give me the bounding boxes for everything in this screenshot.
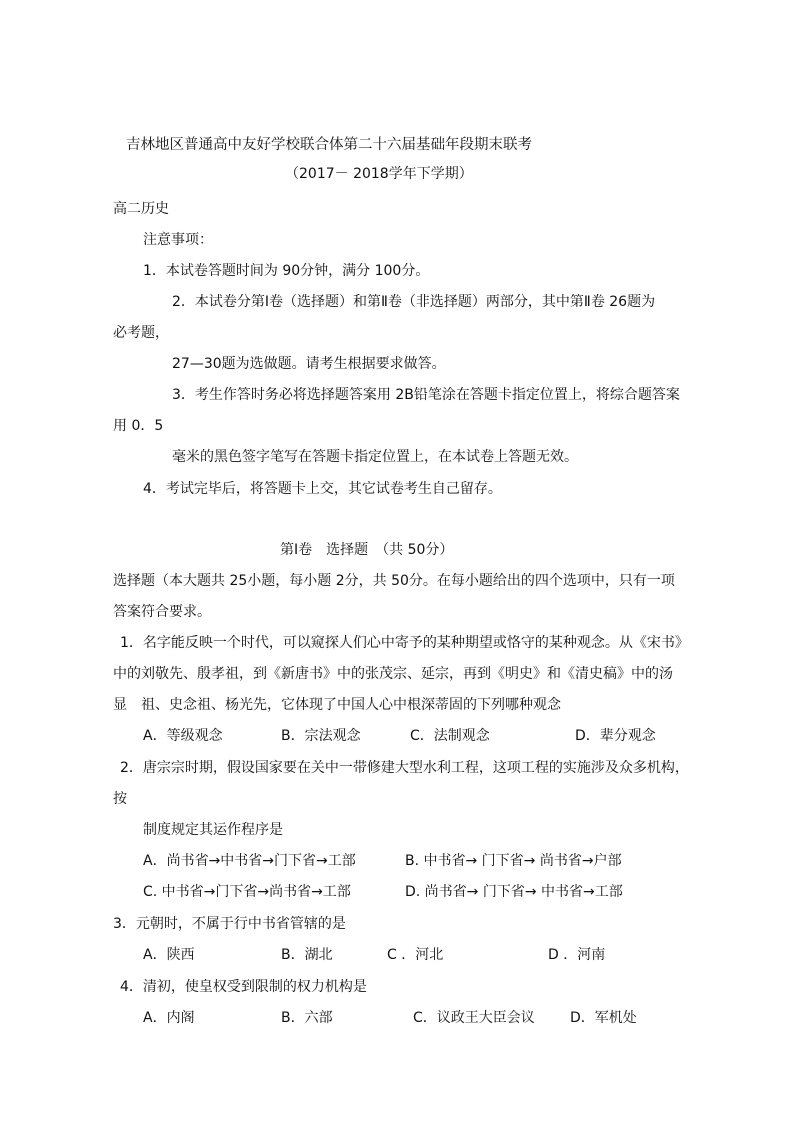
question-2-option-c: C. 中书省→门下省→尚书省→工部 [143,884,351,900]
question-3-option-d: D ．河南 [548,947,606,963]
question-1-text-cont: 中的刘敬先、殷孝祖，到《新唐书》中的张茂宗、延宗，再到《明史》和《清史稿》中的汤 [113,666,673,682]
exam-title: 吉林地区普通高中友好学校联合体第二十六届基础年段期末联考 [126,137,532,153]
question-2-text-cont: 按 [113,791,127,807]
question-1-option-d: D．辈分观念 [575,728,656,744]
question-2-option-d: D. 尚书省→ 门下省→ 中书省→工部 [405,884,623,900]
question-4-option-c: C．议政王大臣会议 [413,1010,535,1026]
exam-term: （2017－ 2018学年下学期） [285,166,473,182]
question-1-option-a: A．等级观念 [143,728,223,744]
notice-item-2-cont2: 27—30题为选做题。请考生根据要求做答。 [172,356,446,372]
question-3-option-c: C ．河北 [387,947,444,963]
notice-item-3-cont2: 毫米的黑色签字笔写在答题卡指定位置上，在本试卷上答题无效。 [172,449,578,465]
question-4-option-d: D．军机处 [570,1010,637,1026]
section-heading: 第Ⅰ卷 选择题 （共 50分） [280,542,454,558]
section-intro-cont: 答案符合要求。 [113,604,211,620]
notice-item-1: 1．本试卷答题时间为 90分钟，满分 100分。 [143,263,430,279]
question-4-option-a: A．内阁 [143,1010,195,1026]
section-intro: 选择题（本大题共 25小题，每小题 2分，共 50分。在每小题给出的四个选项中，只有一项 [113,573,675,589]
question-2-option-a: A．尚书省→中书省→门下省→工部 [143,853,356,869]
question-4-text: 4．清初，使皇权受到限制的权力机构是 [120,979,367,995]
notice-item-2-cont: 必考题， [113,325,169,341]
question-1-text-cont2: 显 祖、史念祖、杨光先，它体现了中国人心中根深蒂固的下列哪种观念 [113,697,561,713]
exam-subject: 高二历史 [113,201,169,217]
question-1-option-b: B．宗法观念 [281,728,361,744]
question-1-option-c: C．法制观念 [410,728,490,744]
question-3-option-a: A．陕西 [143,947,195,963]
notice-item-2: 2．本试卷分第Ⅰ卷（选择题）和第Ⅱ卷（非选择题）两部分，其中第Ⅱ卷 26题为 [172,294,656,310]
notice-item-3-cont: 用 0．5 [113,418,164,434]
question-2-option-b: B. 中书省→ 门下省→ 尚书省→户部 [405,853,622,869]
question-1-text: 1．名字能反映一个时代，可以窥探人们心中寄予的某种期望或恪守的某种观念。从《宋书》 [120,635,689,651]
notice-item-3: 3．考生作答时务必将选择题答案用 2B铅笔涂在答题卡指定位置上，将综合题答案 [172,387,680,403]
question-2-text: 2．唐宗宗时期，假设国家要在关中一带修建大型水利工程，这项工程的实施涉及众多机构， [120,760,689,776]
question-3-text: 3．元朝时，不属于行中书省管辖的是 [113,916,346,932]
question-4-option-b: B．六部 [281,1010,333,1026]
question-2-text-cont2: 制度规定其运作程序是 [143,822,283,838]
notice-item-4: 4．考试完毕后，将答题卡上交，其它试卷考生自己留存。 [143,481,502,497]
notice-heading: 注意事项： [143,232,213,248]
question-3-option-b: B．湖北 [281,947,333,963]
